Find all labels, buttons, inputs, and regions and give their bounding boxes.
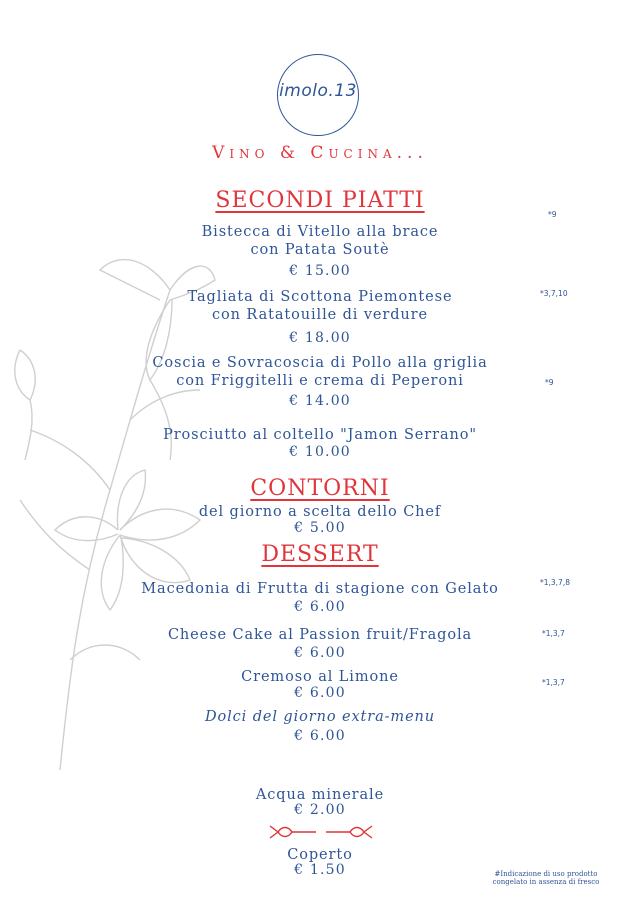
item-line: Macedonia di Frutta di stagione con Gelato <box>141 581 499 597</box>
allergen-code: *9 <box>548 210 557 219</box>
item-line: Cremoso al Limone <box>241 669 399 685</box>
allergen-code: *9 <box>545 378 554 387</box>
section-title-dessert: DESSERT <box>261 542 379 567</box>
extra-coperto-label: Coperto <box>287 847 353 863</box>
menu-item-prosciutto <box>0 426 640 444</box>
section-title-secondi: SECONDI PIATTI <box>215 188 425 213</box>
item-line: del giorno a scelta dello Chef <box>198 504 442 520</box>
item-line: con Friggitelli e crema di Peperoni <box>176 373 464 389</box>
ornament-divider-icon <box>268 823 374 841</box>
item-price: € 6.00 <box>294 599 346 615</box>
extra-coperto-price: € 1.50 <box>294 862 346 878</box>
item-line: Coscia e Sovracoscia di Pollo alla griglia <box>152 355 488 371</box>
item-price: € 10.00 <box>289 444 351 460</box>
item-line: con Ratatouille di verdure <box>212 307 428 323</box>
item-price: € 14.00 <box>289 393 351 409</box>
footnote-line: congelato in assenza di fresco <box>492 877 600 886</box>
logo-text: imolo.13 <box>279 81 357 101</box>
section-title-contorni: CONTORNI <box>250 476 390 501</box>
menu-item-bistecca <box>0 223 640 259</box>
item-line: con Patata Soutè <box>250 242 390 258</box>
item-price: € 6.00 <box>294 645 346 661</box>
item-price: € 18.00 <box>289 330 351 346</box>
allergen-code: *1,3,7 <box>542 629 565 638</box>
menu-item-contorno <box>0 503 640 521</box>
item-line: Tagliata di Scottona Piemontese <box>187 289 453 305</box>
tagline: Vino & Cucina... <box>212 143 428 163</box>
allergen-code: *1,3,7 <box>542 678 565 687</box>
item-line: Bistecca di Vitello alla brace <box>201 224 439 240</box>
item-price: € 6.00 <box>294 685 346 701</box>
item-line: Prosciutto al coltello "Jamon Serrano" <box>163 427 477 443</box>
item-line: Cheese Cake al Passion fruit/Fragola <box>167 627 473 643</box>
extra-acqua-label: Acqua minerale <box>255 787 385 803</box>
item-price: € 5.00 <box>294 520 346 536</box>
item-price: € 6.00 <box>294 728 346 744</box>
footnote-line: #Indicazione di uso prodotto <box>494 870 598 878</box>
menu-item-pollo <box>0 354 640 390</box>
extra-acqua-price: € 2.00 <box>294 802 346 818</box>
allergen-code: *1,3,7,8 <box>540 578 570 587</box>
restaurant-logo <box>277 54 359 136</box>
item-price: € 15.00 <box>289 263 351 279</box>
allergen-code: *3,7,10 <box>540 289 568 298</box>
menu-item-dolci-extra <box>0 708 640 726</box>
item-line: Dolci del giorno extra-menu <box>204 709 436 725</box>
frozen-product-footnote <box>478 871 614 886</box>
